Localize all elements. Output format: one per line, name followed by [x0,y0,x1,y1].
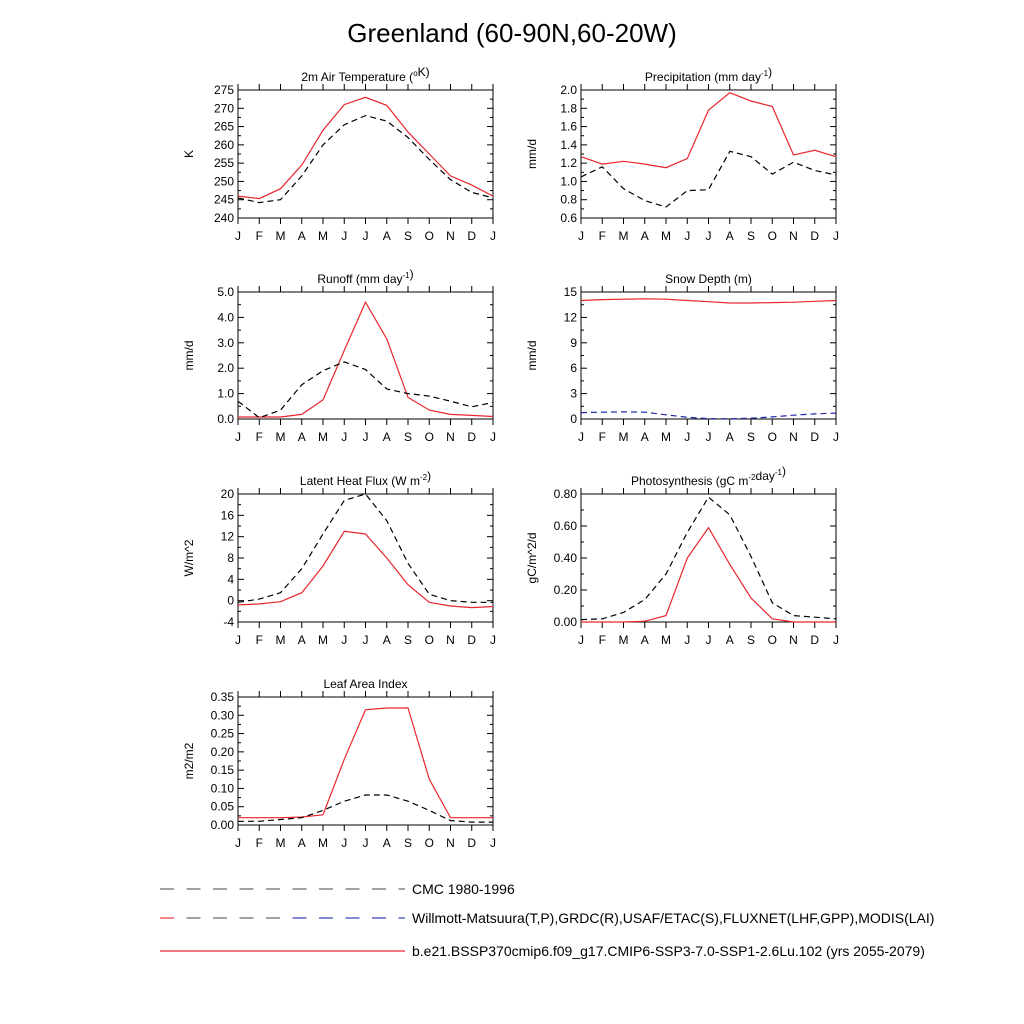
y-tick-label: 0.00 [553,615,577,629]
plot-frame [238,494,493,622]
x-tick-label: J [833,430,839,444]
x-tick-label: A [297,229,306,243]
x-tick-label: S [746,430,756,444]
x-tick-label: J [341,229,348,243]
panel-lhf [182,469,496,647]
x-tick-label: J [235,229,241,243]
series-line-solid-red [581,528,836,622]
y-tick-label: 1.0 [217,386,234,401]
y-tick-label: 255 [213,156,234,171]
x-tick-label: O [767,430,777,444]
panel-temp [182,65,496,243]
x-tick-label: A [725,633,734,647]
y-tick-label: 0.40 [553,551,577,565]
series-line-solid-red [238,302,493,417]
x-tick-label: D [810,430,820,444]
x-tick-label: J [833,229,839,243]
x-tick-label: A [297,836,306,850]
panel-gpp [525,464,839,647]
x-tick-label: J [341,430,348,444]
x-tick-label: M [318,633,328,647]
x-tick-label: J [490,633,496,647]
y-tick-label: 265 [213,119,234,134]
y-axis-label: K [182,149,196,159]
x-tick-label: A [640,430,649,444]
x-tick-label: D [810,633,820,647]
panel-title: Leaf Area Index [323,677,408,691]
y-tick-label: 8 [227,551,234,565]
series-line-dashed-black [581,497,836,619]
y-tick-label: 240 [213,211,234,225]
x-tick-label: J [341,633,348,647]
y-tick-label: 1.6 [560,119,577,134]
x-tick-label: A [640,229,649,243]
y-tick-label: 16 [220,508,234,523]
panel-precip [525,65,839,243]
x-tick-label: N [789,430,798,444]
x-tick-label: F [255,836,263,850]
x-tick-label: N [446,229,455,243]
x-tick-label: J [341,836,348,850]
y-tick-label: 1.4 [560,137,577,152]
x-tick-label: O [424,633,434,647]
y-axis-label: mm/d [525,139,539,169]
x-tick-label: S [746,633,756,647]
x-tick-label: N [789,633,798,647]
y-tick-label: 260 [213,137,234,152]
x-tick-label: M [318,430,328,444]
x-tick-label: J [833,633,839,647]
x-tick-label: S [403,430,413,444]
y-tick-label: 5.0 [217,285,234,299]
x-tick-label: J [684,633,691,647]
x-tick-label: J [362,836,369,850]
plot-frame [581,494,836,622]
x-tick-label: J [362,633,369,647]
x-tick-label: N [789,229,798,243]
x-tick-label: O [767,229,777,243]
plot-frame [238,292,493,419]
x-tick-label: J [490,229,496,243]
y-tick-label: 1.8 [560,101,577,116]
x-tick-label: N [446,633,455,647]
series-line-solid-red [581,93,836,168]
x-tick-label: O [424,229,434,243]
y-tick-label: 270 [213,101,234,116]
series-line-dashed-black [238,362,493,418]
x-tick-label: M [661,229,671,243]
panel-title: 2m Air Temperature ($^o$K) [301,65,430,84]
x-tick-label: J [578,229,584,243]
y-tick-label: 0.25 [210,726,234,741]
x-tick-label: A [382,633,391,647]
y-tick-label: 4 [227,572,234,587]
x-tick-label: M [275,633,286,647]
y-tick-label: 6 [570,361,577,376]
y-tick-label: 0 [570,412,577,426]
series-line-dashed-black [581,151,836,207]
x-tick-label: A [297,633,306,647]
y-tick-label: 0.8 [560,192,577,207]
y-tick-label: 0.20 [553,583,577,597]
x-tick-label: J [705,633,712,647]
y-tick-label: 4.0 [217,310,234,325]
y-axis-label: m2/m2 [182,742,196,780]
x-tick-label: S [403,836,413,850]
panel-title: Runoff (mm day$^{-1}$) [317,267,414,286]
x-tick-label: F [255,633,263,647]
x-tick-label: M [661,633,671,647]
x-tick-label: M [275,229,286,243]
x-tick-label: J [578,430,584,444]
x-tick-label: J [362,430,369,444]
series-line-solid-red [238,531,493,607]
x-tick-label: M [618,633,629,647]
y-tick-label: 0.15 [210,763,234,778]
y-axis-label: W/m^2 [182,539,196,577]
y-tick-label: 0 [227,593,234,608]
legend-entry-3: b.e21.BSSP370cmip6.f09_g17.CMIP6-SSP3-7.0-SSP1-2.6Lu.102 (yrs 2055-2079) [412,943,925,959]
y-tick-label: 20 [220,487,234,501]
x-tick-label: M [318,836,328,850]
x-tick-label: J [684,229,691,243]
y-tick-label: 12 [220,529,234,544]
plot-frame [581,292,836,419]
page-title: Greenland (60-90N,60-20W) [347,18,677,48]
x-tick-label: D [810,229,820,243]
plot-frame [238,90,493,218]
x-tick-label: J [362,229,369,243]
x-tick-label: D [467,836,477,850]
x-tick-label: J [705,430,712,444]
panel-lai [182,677,496,850]
x-tick-label: D [467,229,477,243]
y-tick-label: 2.0 [560,83,577,97]
panel-snow [525,272,839,444]
x-tick-label: S [746,229,756,243]
legend-entry-1: CMC 1980-1996 [412,881,515,897]
y-tick-label: 250 [213,174,234,189]
panel-title: Snow Depth (m) [665,272,752,286]
y-tick-label: 0.35 [210,690,234,704]
x-tick-label: J [684,430,691,444]
x-tick-label: A [382,430,391,444]
y-tick-label: -4 [223,615,234,629]
panel-title: Photosynthesis (gC $m^{-2}day^{-1}$) [631,464,786,488]
panel-title: Latent Heat Flux (W $m^{-2}$) [299,469,432,488]
x-tick-label: M [618,430,629,444]
x-tick-label: F [598,430,606,444]
y-tick-label: 1.0 [560,174,577,189]
y-tick-label: 12 [563,310,577,325]
x-tick-label: M [275,836,286,850]
x-tick-label: A [725,430,734,444]
y-axis-label: mm/d [525,340,539,371]
x-tick-label: A [640,633,649,647]
plot-frame [238,697,493,825]
y-tick-label: 275 [213,83,234,97]
panel-title: Precipitation (mm day$^{-1}$) [644,65,773,84]
x-tick-label: F [255,430,263,444]
series-line-solid-red [581,299,836,303]
x-tick-label: O [767,633,777,647]
y-tick-label: 0.0 [217,412,234,426]
y-tick-label: 3.0 [217,335,234,350]
x-tick-label: F [598,633,606,647]
series-line-solid-red [238,708,493,818]
series-line-solid-red [238,97,493,198]
y-tick-label: 9 [570,335,577,350]
x-tick-label: A [297,430,306,444]
x-tick-label: D [467,633,477,647]
y-axis-label: mm/d [182,340,196,371]
y-tick-label: 0.60 [553,519,577,533]
y-tick-label: 245 [213,192,234,207]
y-tick-label: 15 [563,285,577,299]
x-tick-label: M [661,430,671,444]
legend-entry-2: Willmott-Matsuura(T,P),GRDC(R),USAF/ETAC(S),FLUXNET(LHF,GPP),MODIS(LAI) [412,910,935,926]
x-tick-label: J [235,633,241,647]
y-tick-label: 0.10 [210,781,234,796]
x-tick-label: N [446,430,455,444]
panel-runoff [182,267,496,444]
x-tick-label: F [255,229,263,243]
y-tick-label: 3 [570,386,577,401]
y-tick-label: 2.0 [217,361,234,376]
y-tick-label: 0.80 [553,487,577,501]
x-tick-label: S [403,229,413,243]
x-tick-label: J [235,836,241,850]
series-line-dashed-black [238,116,493,203]
y-tick-label: 0.05 [210,799,234,814]
y-axis-label: gC/m^2/d [525,532,539,584]
y-tick-label: 1.2 [560,156,577,171]
x-tick-label: J [235,430,241,444]
x-tick-label: A [725,229,734,243]
x-tick-label: D [467,430,477,444]
series-line-dashed-black [238,494,493,602]
x-tick-label: J [578,633,584,647]
x-tick-label: O [424,836,434,850]
x-tick-label: N [446,836,455,850]
series-line-dashed-blue [581,412,836,419]
x-tick-label: O [424,430,434,444]
y-tick-label: 0.6 [560,211,577,225]
x-tick-label: J [705,229,712,243]
x-tick-label: M [275,430,286,444]
y-tick-label: 0.20 [210,744,234,759]
x-tick-label: J [490,836,496,850]
x-tick-label: A [382,229,391,243]
x-tick-label: M [618,229,629,243]
y-tick-label: 0.30 [210,708,234,723]
x-tick-label: A [382,836,391,850]
x-tick-label: M [318,229,328,243]
x-tick-label: S [403,633,413,647]
x-tick-label: F [598,229,606,243]
y-tick-label: 0.00 [210,818,234,832]
x-tick-label: J [490,430,496,444]
